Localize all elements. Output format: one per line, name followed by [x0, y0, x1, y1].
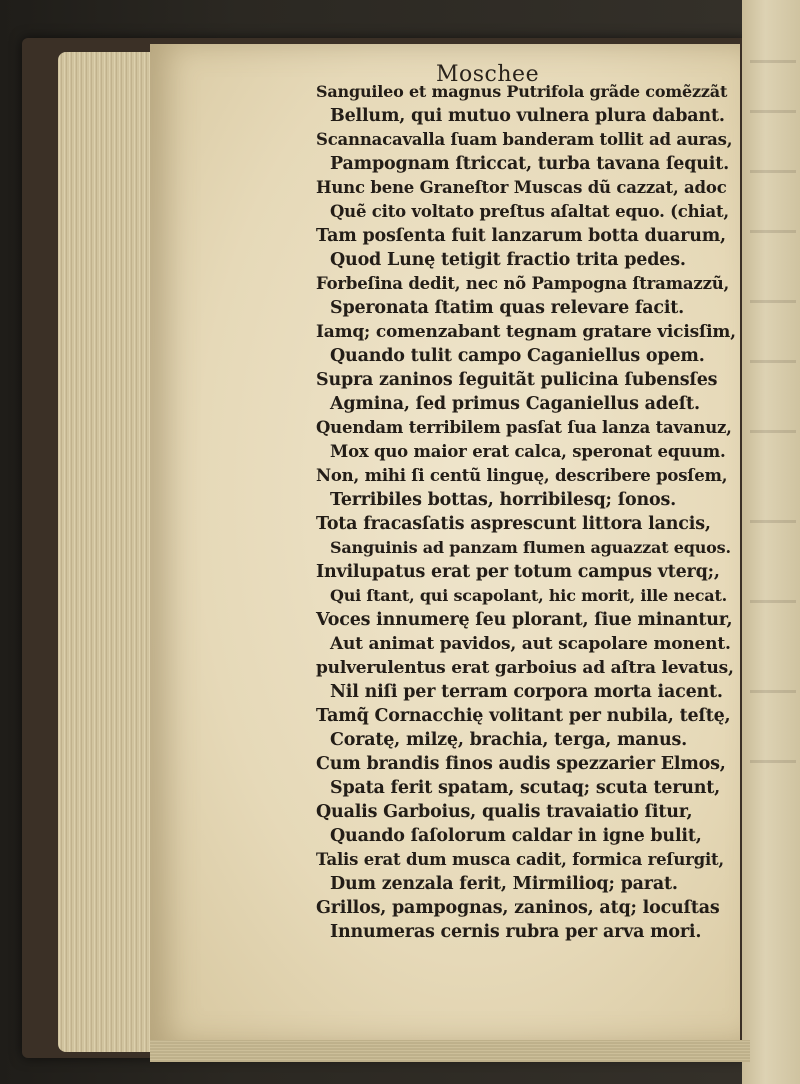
- verse-line: Qualis Garboius, qualis travaiatio ſitur,: [316, 802, 693, 822]
- verse-line: Invilupatus erat per totum campus vterq;,: [316, 562, 720, 582]
- verse-line: Tam posſenta fuit lanzarum botta duarum,: [316, 226, 726, 246]
- verse-line: Grillos, pampognas, zaninos, atq; locuſtas: [316, 898, 720, 918]
- verse-line: Qui ſtant, qui scapolant, hic morit, ille necat.: [330, 586, 728, 605]
- verse-line: Pampognam ſtriccat, turba tavana ſequit.: [330, 154, 729, 174]
- verse-line: Innumeras cernis rubra per arva mori.: [330, 922, 702, 942]
- verse-line: Cum brandis finos audis spezzarier Elmos,: [316, 754, 726, 774]
- verse-line: Iamq; comenzabant tegnam gratare vicisſim,: [316, 322, 736, 342]
- verse-line: pulverulentus erat garboius ad aſtra levatus,: [316, 658, 734, 678]
- verse-line: Quod Lunę tetigit fractio trita pedes.: [330, 250, 686, 270]
- verse-line: Sanguinis ad panzam flumen aguazzat equos.: [330, 538, 731, 557]
- verse-line: Voces innumerę ſeu plorant, ſiue minantur,: [316, 610, 733, 630]
- verse-line: Forbeſina dedit, nec nõ Pampogna ſtramazzũ,: [316, 274, 730, 293]
- bottom-page-edge: [150, 1040, 750, 1062]
- verse-line: Non, mihi ſi centũ linguę, describere posſem,: [316, 466, 728, 485]
- verse-line: Quendam terribilem pasſat ſua lanza tavanuz,: [316, 418, 732, 437]
- verse-line: Agmina, ſed primus Caganiellus adeſt.: [330, 394, 700, 414]
- verse-line: Coratę, milzę, brachia, terga, manus.: [330, 730, 688, 750]
- running-header: Moschee: [436, 62, 540, 87]
- verse-line: Quẽ cito voltato preſtus aſaltat equo. (chiat,: [330, 202, 729, 221]
- verse-line: Tamq̃ Cornacchię volitant per nubila, teſtę,: [316, 706, 731, 726]
- verse-line: Dum zenzala ferit, Mirmilioq; parat.: [330, 874, 678, 894]
- verse-line: Mox quo maior erat calca, speronat equum.: [330, 442, 726, 461]
- verse-line: Tota fracasſatis asprescunt littora lancis,: [316, 514, 711, 534]
- verse-line: Speronata ſtatim quas relevare facit.: [330, 298, 685, 318]
- facing-page: [742, 0, 800, 1084]
- verse-line: Nil niſi per terram corpora morta iacent.: [330, 682, 723, 702]
- verse-line: Talis erat dum musca cadit, formica reſurgit,: [316, 850, 724, 869]
- verse-line: Quando ſaſolorum caldar in igne bulit,: [330, 826, 702, 846]
- verse-line: Spata ferit spatam, scutaq; scuta terunt,: [330, 778, 721, 798]
- verse-line: Terribiles bottas, horribilesq; ſonos.: [330, 490, 677, 510]
- verse-line: Sanguileo et magnus Putrifola grãde comẽzzãt: [316, 82, 728, 101]
- verse-line: Scannacavalla ſuam banderam tollit ad auras,: [316, 130, 733, 149]
- verse-line: Supra zaninos ſeguitãt pulicina ſubensſes: [316, 370, 718, 390]
- verse-line: Bellum, qui mutuo vulnera plura dabant.: [330, 106, 725, 126]
- verse-line: Quando tulit campo Caganiellus opem.: [330, 346, 705, 366]
- verse-line: Hunc bene Graneſtor Muscas dũ cazzat, adoc: [316, 178, 727, 197]
- verse-line: Aut animat pavidos, aut scapolare monent.: [330, 634, 731, 654]
